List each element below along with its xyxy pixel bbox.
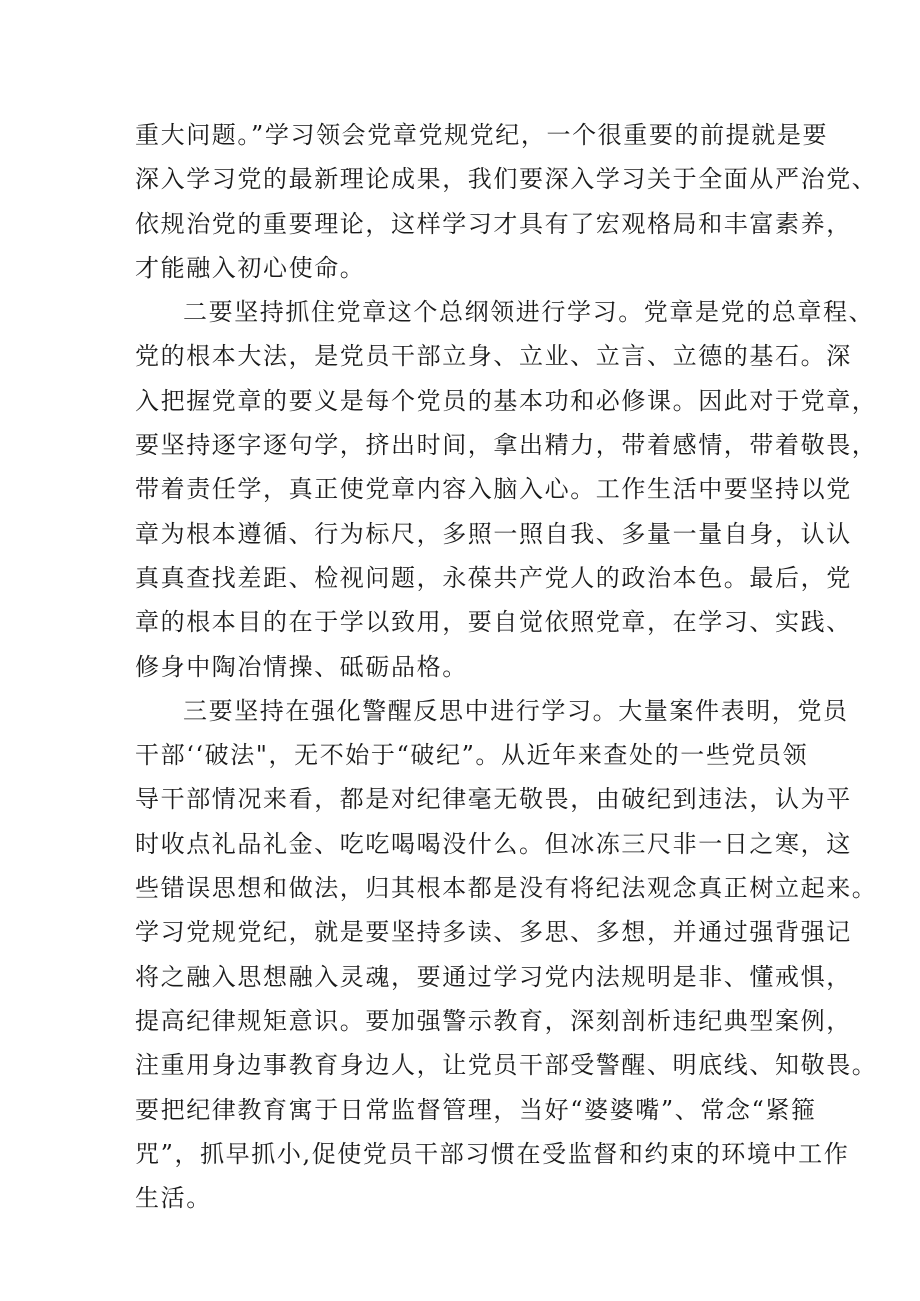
text-line: 党的根本大法，是党员干部立身、立业、立言、立德的基石。深: [135, 342, 852, 371]
text-line: 二要坚持抓住党章这个总纲领进行学习。党章是党的总章程、: [183, 298, 875, 327]
text-line: 章的根本目的在于学以致用，要自觉依照党章，在学习、实践、: [135, 608, 852, 637]
text-line: 真真查找差距、检视问题，永葆共产党人的政治本色。最后，党: [135, 563, 852, 592]
paragraph-1: [135, 113, 878, 290]
text-line: 注重用身边事教育身边人，让党员干部受警醒、明底线、知敬畏。: [135, 1051, 878, 1080]
text-line: 生活。: [135, 1184, 212, 1213]
text-line: 将之融入思想融入灵魂，要通过学习党内法规明是非、懂戒惧，: [135, 962, 852, 991]
paragraph-2: [135, 290, 878, 689]
text-line: 才能融入初心使命。: [135, 253, 366, 282]
text-line: 带着责任学，真正使党章内容入脑入心。工作生活中要坚持以党: [135, 475, 852, 504]
paragraph-3: [135, 689, 878, 1221]
text-line: 提高纪律规矩意识。要加强警示教育，深刻剖析违纪典型案例，: [135, 1006, 852, 1035]
text-line: 修身中陶冶情操、砥砺品格。: [135, 652, 468, 681]
text-line: 咒”，抓早抓小,促使党员干部习惯在受监督和约束的环境中工作: [135, 1139, 850, 1168]
text-line: 深入学习党的最新理论成果，我们要深入学习关于全面从严治党、: [135, 165, 878, 194]
text-line: 章为根本遵循、行为标尺，多照一照自我、多量一量自身，认认: [135, 519, 852, 548]
text-line: 导干部情况来看，都是对纪律毫无敬畏，由破纪到违法，认为平: [135, 785, 852, 814]
text-line: 依规治党的重要理论，这样学习才具有了宏观格局和丰富素养，: [135, 209, 852, 238]
text-line: 入把握党章的要义是每个党员的基本功和必修课。因此对于党章，: [135, 386, 878, 415]
text-line: 时收点礼品礼金、吃吃喝喝没什么。但冰冻三尺非一日之寒，这: [135, 829, 852, 858]
document-body: [135, 113, 878, 1220]
text-line: 三要坚持在强化警醒反思中进行学习。大量案件表明，党员: [183, 696, 849, 725]
text-line: 干部‘‘破法"，无不始于“破纪”。从近年来查处的一些党员领: [135, 741, 809, 770]
text-line: 要把纪律教育寓于日常监督管理，当好“婆婆嘴”、常念“紧箍: [135, 1095, 817, 1124]
text-line: 重大问题。”学习领会党章党规党纪，一个很重要的前提就是要: [135, 121, 829, 149]
text-line: 学习党规党纪，就是要坚持多读、多思、多想，并通过强背强记: [135, 918, 852, 947]
text-line: 要坚持逐字逐句学，挤出时间，拿出精力，带着感情，带着敬畏，: [135, 431, 878, 460]
text-line: 些错误思想和做法，归其根本都是没有将纪法观念真正树立起来。: [135, 874, 878, 903]
